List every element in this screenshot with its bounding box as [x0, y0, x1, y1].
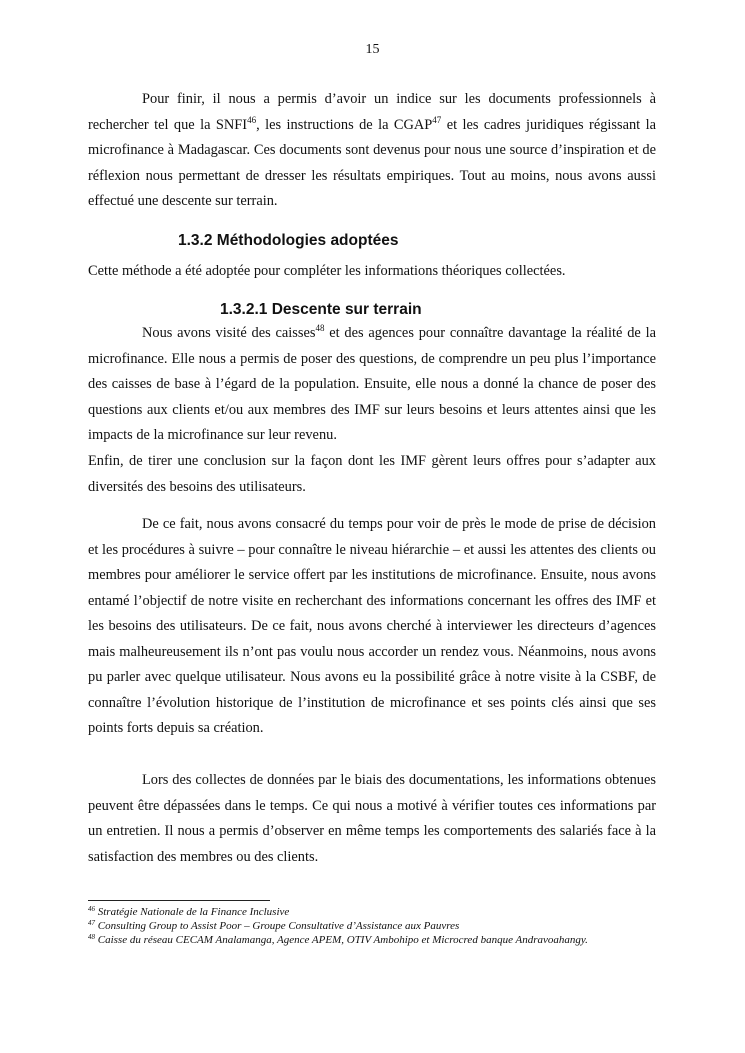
footnote-text: Caisse du réseau CECAM Analamanga, Agence APEM, OTIV Ambohipo et Microcred banque Andravoahangy.	[95, 934, 588, 946]
footnote-ref-47[interactable]: 47	[432, 114, 442, 125]
paragraph-sources	[88, 87, 656, 215]
footnote-separator	[88, 900, 270, 901]
paragraph-procedure	[88, 512, 656, 742]
paragraph-text: Nous avons visité des caisses	[142, 325, 316, 341]
footnote-text: Stratégie Nationale de la Finance Inclusive	[95, 906, 290, 918]
section-heading-1-3-2: 1.3.2 Méthodologies adoptées	[178, 232, 399, 249]
paragraph-conclusion: Enfin, de tirer une conclusion sur la façon dont les IMF gèrent leurs offres pour s’adapter aux diversités des besoins des utilisateurs.	[88, 453, 656, 495]
paragraph-text: et les cadres juridiques régissant la microfinance à Madagascar. Ces documents sont devenus pour nous une source d’inspiration et de réflexion nous permettant de dresser les résultats empiriques. Tout au moins, nous avons aussi effectué une descente sur terrain.	[88, 116, 656, 209]
page-number: 15	[365, 42, 380, 57]
footnote-ref-46[interactable]: 46	[247, 114, 257, 125]
footnote-47	[88, 919, 656, 933]
paragraph-text: , les instructions de la CGAP	[256, 116, 433, 133]
paragraph-visit	[88, 321, 656, 449]
paragraph-method: Cette méthode a été adoptée pour compléter les informations théoriques collectées.	[88, 263, 566, 279]
footnote-text: Consulting Group to Assist Poor – Groupe Consultative d’Assistance aux Pauvres	[95, 920, 460, 932]
footnote-ref-48[interactable]: 48	[315, 323, 325, 333]
paragraph-text: Pour finir, il nous a permis d’avoir un indice sur les documents professionnels à rechercher tel que la SNFI	[88, 91, 656, 133]
paragraph-text: Lors des collectes de données par le biais des documentations, les informations obtenues peuvent être dépassées dans le temps. Ce qui nous a motivé à vérifier toutes ces informations par un entretien. Il nous a permis d’observer en même temps les comportements des salariés face à la satisfaction des membres ou des clients.	[88, 772, 656, 865]
paragraph-text: et des agences pour connaître davantage la réalité de la microfinance. Elle nous a permis de poser des questions, de comprendre un peu plus l’importance des caisses de base à l’égard de la population. Ensuite, elle nous a donné la chance de poser des questions aux clients et/ou aux membres des IMF sur leurs besoins et leurs attentes ainsi que les impacts de la microfinance sur leur revenu.	[88, 325, 656, 443]
footnote-number: 48	[88, 933, 95, 941]
footnote-48	[88, 933, 656, 947]
footnote-46	[88, 905, 656, 919]
section-heading-1-3-2-1: 1.3.2.1 Descente sur terrain	[220, 301, 422, 318]
footnote-number: 47	[88, 919, 95, 927]
paragraph-collection	[88, 768, 656, 870]
paragraph-text: De ce fait, nous avons consacré du temps pour voir de près le mode de prise de décision et les procédures à suivre – pour connaître le niveau hiérarchie – et aussi les attentes des clients ou membres pour améliorer le service offert par les institutions de microfinance. Ensuite, nous avons entamé l’objectif de notre visite en recherchant des informations concernant les offres des IMF et les besoins des utilisateurs. De ce fait, nous avons cherché à interviewer les directeurs d’agences mais malheureusement ils n’ont pas voulu nous accorder un rendez vous. Néanmoins, nous avons pu parler avec quelque utilisateur. Nous avons eu la possibilité grâce à notre visite à la CSBF, de connaître l’évolution historique de l’institution de microfinance et ses points clés ainsi que ses points forts depuis sa création.	[88, 516, 656, 736]
footnote-number: 46	[88, 905, 95, 913]
